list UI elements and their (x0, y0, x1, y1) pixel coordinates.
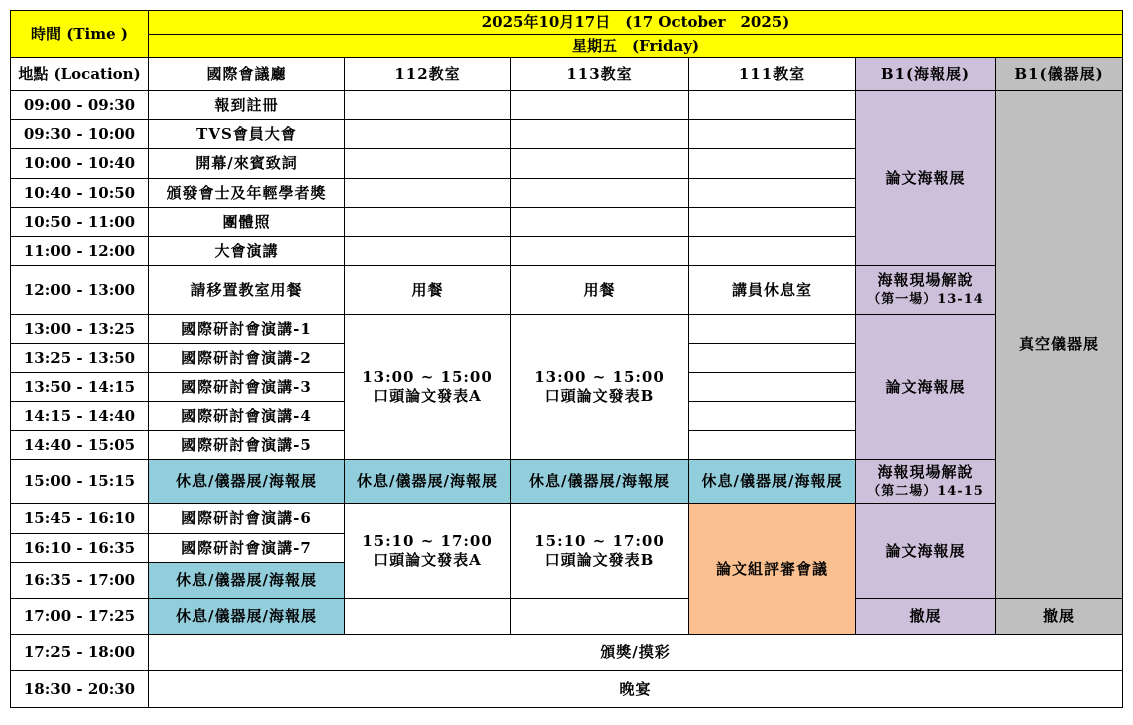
empty-cell (511, 149, 689, 179)
lunch-cell: 用餐 (345, 266, 511, 315)
hall-cell: 開幕/來賓致詞 (149, 149, 345, 179)
hall-cell: 國際研討會演講-5 (149, 431, 345, 460)
empty-cell (345, 120, 511, 149)
instrument-exhibit-cell: 真空儀器展 (996, 91, 1123, 599)
session-time: 15:10 ~ 17:00 (534, 532, 665, 550)
empty-cell (345, 179, 511, 208)
speaker-lounge-cell: 講員休息室 (689, 266, 856, 315)
empty-cell (689, 344, 856, 373)
poster-live-cell (856, 266, 996, 315)
session-title: 口頭論文發表A (373, 387, 482, 405)
location-header: 地點 (Location) (11, 58, 149, 91)
oral-session-cell (511, 315, 689, 460)
empty-cell (689, 120, 856, 149)
break-cell: 休息/儀器展/海報展 (689, 460, 856, 504)
poster-live-cell (856, 460, 996, 504)
time-cell: 18:30 - 20:30 (11, 671, 149, 708)
hall-cell: TVS會員大會 (149, 120, 345, 149)
time-cell: 15:00 - 15:15 (11, 460, 149, 504)
time-cell: 13:00 - 13:25 (11, 315, 149, 344)
instrument-teardown-cell: 撤展 (996, 599, 1123, 635)
hall-cell: 國際研討會演講-3 (149, 373, 345, 402)
time-cell: 17:00 - 17:25 (11, 599, 149, 635)
hall-cell: 報到註冊 (149, 91, 345, 120)
session-title: 口頭論文發表B (544, 551, 655, 569)
hall-cell: 國際研討會演講-2 (149, 344, 345, 373)
poster-live-session: （第一場）13-14 (867, 292, 984, 307)
time-cell: 13:50 - 14:15 (11, 373, 149, 402)
empty-cell (511, 120, 689, 149)
schedule-table (10, 10, 1123, 708)
time-cell: 17:25 - 18:00 (11, 635, 149, 671)
room-header: B1(海報展) (856, 58, 996, 91)
room-header: 112教室 (345, 58, 511, 91)
break-cell: 休息/儀器展/海報展 (149, 460, 345, 504)
empty-cell (511, 208, 689, 237)
empty-cell (689, 149, 856, 179)
empty-cell (689, 208, 856, 237)
time-cell: 14:15 - 14:40 (11, 402, 149, 431)
time-cell: 16:10 - 16:35 (11, 534, 149, 563)
time-cell: 14:40 - 15:05 (11, 431, 149, 460)
empty-cell (689, 402, 856, 431)
time-cell: 11:00 - 12:00 (11, 237, 149, 266)
hall-cell: 國際研討會演講-4 (149, 402, 345, 431)
empty-cell (689, 431, 856, 460)
empty-cell (511, 599, 689, 635)
session-time: 15:10 ~ 17:00 (362, 532, 493, 550)
oral-session-cell (511, 504, 689, 599)
empty-cell (345, 149, 511, 179)
session-title: 口頭論文發表B (544, 387, 655, 405)
session-time: 13:00 ~ 15:00 (534, 368, 665, 386)
review-meeting-cell: 論文組評審會議 (689, 504, 856, 635)
hall-cell: 國際研討會演講-7 (149, 534, 345, 563)
poster-live-session: （第二場）14-15 (867, 483, 984, 499)
poster-live-title: 海報現場解說 (877, 462, 974, 481)
time-cell: 09:30 - 10:00 (11, 120, 149, 149)
hall-cell: 大會演講 (149, 237, 345, 266)
hall-cell: 頒發會士及年輕學者獎 (149, 179, 345, 208)
empty-cell (511, 179, 689, 208)
empty-cell (689, 315, 856, 344)
time-cell: 12:00 - 13:00 (11, 266, 149, 315)
lunch-cell: 用餐 (511, 266, 689, 315)
hall-cell: 國際研討會演講-6 (149, 504, 345, 534)
banquet-cell: 晚宴 (149, 671, 1123, 708)
poster-live-title: 海報現場解說 (877, 271, 974, 289)
time-cell: 13:25 - 13:50 (11, 344, 149, 373)
empty-cell (345, 208, 511, 237)
empty-cell (345, 599, 511, 635)
awards-cell: 頒獎/摸彩 (149, 635, 1123, 671)
time-cell: 10:00 - 10:40 (11, 149, 149, 179)
poster-exhibit-cell: 論文海報展 (856, 315, 996, 460)
empty-cell (511, 91, 689, 120)
time-cell: 10:50 - 11:00 (11, 208, 149, 237)
break-cell: 休息/儀器展/海報展 (149, 563, 345, 599)
break-cell: 休息/儀器展/海報展 (511, 460, 689, 504)
empty-cell (689, 237, 856, 266)
room-header: 113教室 (511, 58, 689, 91)
empty-cell (345, 237, 511, 266)
empty-cell (689, 91, 856, 120)
empty-cell (345, 91, 511, 120)
session-time: 13:00 ~ 15:00 (362, 368, 493, 386)
time-cell: 09:00 - 09:30 (11, 91, 149, 120)
poster-exhibit-cell: 論文海報展 (856, 504, 996, 599)
weekday-header: 星期五 (Friday) (149, 35, 1123, 58)
poster-teardown-cell: 撤展 (856, 599, 996, 635)
empty-cell (689, 179, 856, 208)
time-header: 時間 (Time ) (11, 11, 149, 58)
poster-exhibit-cell: 論文海報展 (856, 91, 996, 266)
break-cell: 休息/儀器展/海報展 (345, 460, 511, 504)
empty-cell (511, 237, 689, 266)
time-cell: 15:45 - 16:10 (11, 504, 149, 534)
break-cell: 休息/儀器展/海報展 (149, 599, 345, 635)
date-header: 2025年10月17日 (17 October 2025) (149, 11, 1123, 35)
hall-cell: 請移置教室用餐 (149, 266, 345, 315)
hall-cell: 國際研討會演講-1 (149, 315, 345, 344)
empty-cell (689, 373, 856, 402)
hall-cell: 團體照 (149, 208, 345, 237)
time-cell: 16:35 - 17:00 (11, 563, 149, 599)
room-header: B1(儀器展) (996, 58, 1123, 91)
time-cell: 10:40 - 10:50 (11, 179, 149, 208)
session-title: 口頭論文發表A (373, 551, 482, 569)
room-header: 國際會議廳 (149, 58, 345, 91)
oral-session-cell (345, 504, 511, 599)
room-header: 111教室 (689, 58, 856, 91)
oral-session-cell (345, 315, 511, 460)
